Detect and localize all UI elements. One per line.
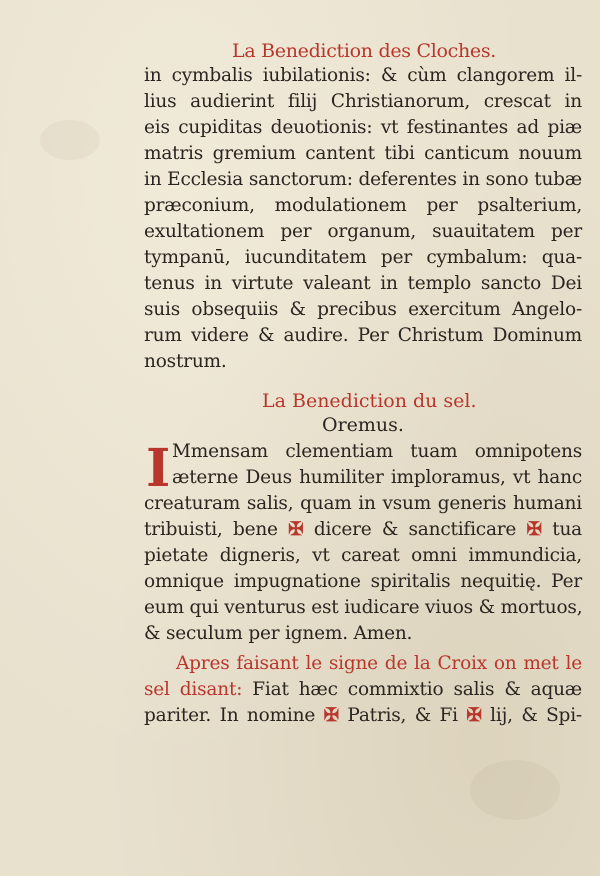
prayer-text: pariter. In nomine (144, 705, 316, 726)
cross-icon: ✠ (466, 705, 482, 726)
rubric-line: Apres faisant le signe de la Croix on met le (176, 653, 582, 674)
rubric-text: sel disant: (144, 679, 243, 700)
text-line: lius audierint filij Christianorum, crescat in (144, 91, 582, 112)
final-line (144, 704, 582, 728)
prayer-line: creaturam salis, quam in vsum generis humani (144, 493, 582, 514)
text-line: rum videre & audire. Per Christum Dominum (144, 325, 582, 346)
cross-icon: ✠ (323, 705, 339, 726)
prayer-line: æterne Deus humiliter imploramus, vt hanc (172, 467, 582, 488)
prayer-line: & seculum per ignem. Amen. (144, 623, 413, 644)
paper-stain (40, 120, 100, 160)
text-line: exultationem per organum, suauitatem per (144, 221, 582, 242)
prayer-text: Patris, & Fi (347, 705, 458, 726)
cross-icon: ✠ (526, 519, 542, 540)
prayer-line: eum qui venturus est iudicare viuos & mortuos, (144, 597, 583, 618)
text-line: tympanū, iucunditatem per cymbalum: qua- (144, 247, 582, 268)
prayer-text: Fiat hæc commixtio salis & aquæ (252, 679, 582, 700)
text-line: in cymbalis iubilationis: & cùm clangorem il- (144, 65, 582, 86)
prayer-text: tua (552, 519, 582, 540)
prayer-line (144, 518, 582, 542)
oremus-heading: Oremus. (322, 414, 404, 436)
cross-icon: ✠ (288, 519, 304, 540)
text-line: eis cupiditas deuotionis: vt festinantes ad piæ (144, 117, 582, 138)
drop-cap: I (146, 438, 171, 499)
section-heading: La Benediction du sel. (262, 390, 477, 412)
prayer-text: tribuisti, bene (144, 519, 278, 540)
prayer-text: lij, & Spi- (490, 705, 582, 726)
prayer-line: Mmensam clementiam tuam omnipotens (172, 441, 582, 462)
text-line: tenus in virtute valeant in templo sancto Dei (144, 273, 582, 294)
text-line: suis obsequiis & precibus exercitum Angelo- (144, 299, 582, 320)
text-line: matris gremium cantent tibi canticum nouum (144, 143, 582, 164)
rubric-line (144, 678, 582, 702)
prayer-line: omnique impugnatione spiritalis nequitię. Per (144, 571, 582, 592)
text-line: præconium, modulationem per psalterium, (144, 195, 582, 216)
prayer-line: pietate digneris, vt careat omni immundicia, (144, 545, 582, 566)
prayer-text: dicere & sanctificare (313, 519, 517, 540)
running-head: La Benediction des Cloches. (232, 40, 497, 62)
text-line: nostrum. (144, 351, 227, 372)
paper-stain (470, 760, 560, 820)
text-line: in Ecclesia sanctorum: deferentes in sono tubæ (144, 169, 582, 190)
